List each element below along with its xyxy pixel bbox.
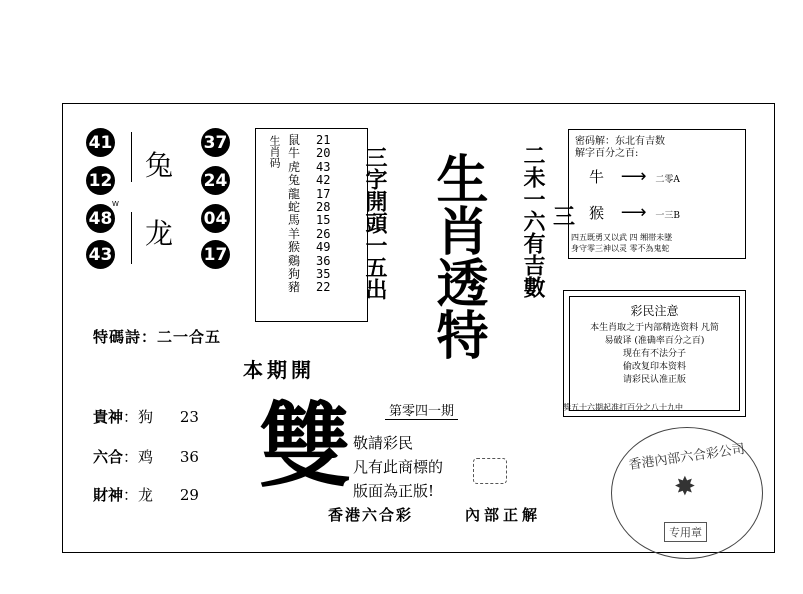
ball-number: 43 (86, 240, 115, 269)
warning-line: 版面為正版! (353, 482, 435, 500)
deity-row (93, 406, 199, 427)
ball-number: 04 (201, 204, 230, 233)
zodiac-number: 15 (316, 213, 331, 228)
deity-animal: 鸡 (138, 448, 154, 466)
zodiac-animal: 兔 (288, 173, 301, 188)
deity-number: 36 (179, 448, 199, 466)
notice-title: 彩民注意 (630, 304, 679, 318)
prediction-row (589, 202, 680, 223)
zodiac-animal: 鼠 (288, 133, 301, 147)
notice-line: 现在有不法分子 (622, 349, 686, 359)
slogan-right-extra: 三 (553, 204, 576, 230)
left-bracket (131, 212, 132, 264)
seal-label: 专用章 (664, 522, 707, 542)
zodiac-animal: 猴 (288, 240, 301, 255)
deity-number: 23 (179, 408, 199, 426)
zodiac-number: 42 (316, 173, 331, 188)
zodiac-dragon: 龙 (145, 217, 174, 250)
ball-number: 17 (201, 240, 230, 269)
footer-slogan: 香港六合彩 (328, 506, 414, 524)
prediction-row (589, 166, 680, 187)
zodiac-table-label: 生肖码 (268, 135, 281, 168)
zodiac-number-column (316, 134, 330, 295)
prediction-code: 二零A (655, 175, 680, 185)
prediction-note: 身守零三神以灵 零不為鬼蛇 (571, 244, 670, 253)
zodiac-animal-column (288, 134, 300, 295)
zodiac-number: 22 (316, 280, 331, 295)
deity-separator: ： (123, 486, 139, 504)
notice-inner-frame (569, 296, 740, 411)
deity-row (93, 484, 199, 505)
zodiac-animal: 馬 (288, 213, 301, 228)
notice-line: 请彩民认准正版 (622, 375, 686, 385)
zodiac-number: 36 (316, 253, 331, 268)
zodiac-rabbit: 兔 (145, 149, 174, 182)
ball-number: 48 (86, 204, 115, 233)
zodiac-animal: 虎 (288, 159, 301, 174)
zodiac-animal: 蛇 (288, 199, 301, 214)
prediction-line: 密码解：东北有吉数 (575, 136, 665, 147)
slogan-right-vertical: 二未一六有吉數 (520, 144, 546, 298)
notice-line: 偷改复印本资料 (622, 362, 686, 372)
notice-line: 易破译 (准确率百分之百) (604, 336, 705, 346)
warning-line: 敬請彩民 (353, 434, 414, 452)
prediction-animal: 牛 (589, 168, 605, 186)
zodiac-number: 17 (316, 186, 331, 201)
poem-line: 特碼詩：二一合五 (93, 328, 222, 346)
prediction-box (568, 129, 746, 259)
notice-line: 本生肖取之于内部精选资料 凡简 (590, 323, 719, 333)
deity-separator: ： (123, 448, 139, 466)
slogan-left-vertical: 三字開頭一五出 (362, 146, 388, 300)
prediction-animal: 猴 (589, 204, 605, 222)
zodiac-number: 21 (316, 133, 331, 147)
warning-line: 凡有此商標的 (353, 458, 444, 476)
deity-animal: 龙 (138, 486, 154, 504)
seal-arc-text: 香港內部六合彩公司 (627, 441, 746, 474)
ball-number: 12 (86, 166, 115, 195)
footer-right: 內部正解 (465, 506, 542, 524)
deity-animal: 狗 (138, 408, 154, 426)
deity-number: 29 (179, 486, 199, 504)
big-character: 雙 (259, 392, 352, 500)
official-seal (611, 427, 763, 559)
zodiac-number: 35 (316, 266, 331, 281)
deity-separator: ： (123, 408, 139, 426)
zodiac-animal: 鷄 (288, 253, 301, 268)
arrow-right-icon: ⟶ (620, 166, 647, 187)
open-label: 本期開 (243, 358, 315, 382)
arrow-right-icon: ⟶ (620, 202, 647, 223)
trademark-logo-icon (473, 458, 507, 484)
prediction-line: 解字百分之百: (575, 148, 639, 159)
zodiac-animal: 豬 (288, 280, 301, 295)
zodiac-number: 43 (316, 159, 331, 174)
deity-label: 財神 (93, 486, 124, 504)
prediction-note: 四五既勇又以武 四 缃帯未墜 (571, 233, 673, 242)
zodiac-animal: 牛 (288, 146, 301, 161)
deity-label: 六合 (93, 448, 124, 466)
zodiac-number: 49 (316, 240, 331, 255)
ball-note: W (112, 200, 119, 208)
left-bracket (131, 132, 132, 182)
deity-row (93, 446, 199, 467)
zodiac-animal: 羊 (288, 226, 301, 241)
ball-number: 24 (201, 166, 230, 195)
zodiac-animal: 狗 (288, 266, 301, 281)
slogan-center-vertical: 生肖透特 (427, 152, 488, 360)
zodiac-number: 28 (316, 199, 331, 214)
document-sheet (62, 103, 775, 553)
zodiac-number-table (255, 128, 368, 322)
zodiac-number: 26 (316, 226, 331, 241)
star-icon: ✸ (674, 472, 696, 502)
stamp-line: 獎五十六期起准打百分之八十九中 (563, 403, 683, 412)
zodiac-animal: 龍 (288, 186, 301, 201)
ball-number: 37 (201, 128, 230, 157)
prediction-code: 一三B (655, 211, 681, 221)
issue-label: 第零四一期 (385, 400, 458, 420)
zodiac-number: 20 (316, 146, 331, 161)
ball-number: 41 (86, 128, 115, 157)
deity-label: 貴神 (93, 408, 124, 426)
notice-box (563, 290, 746, 417)
